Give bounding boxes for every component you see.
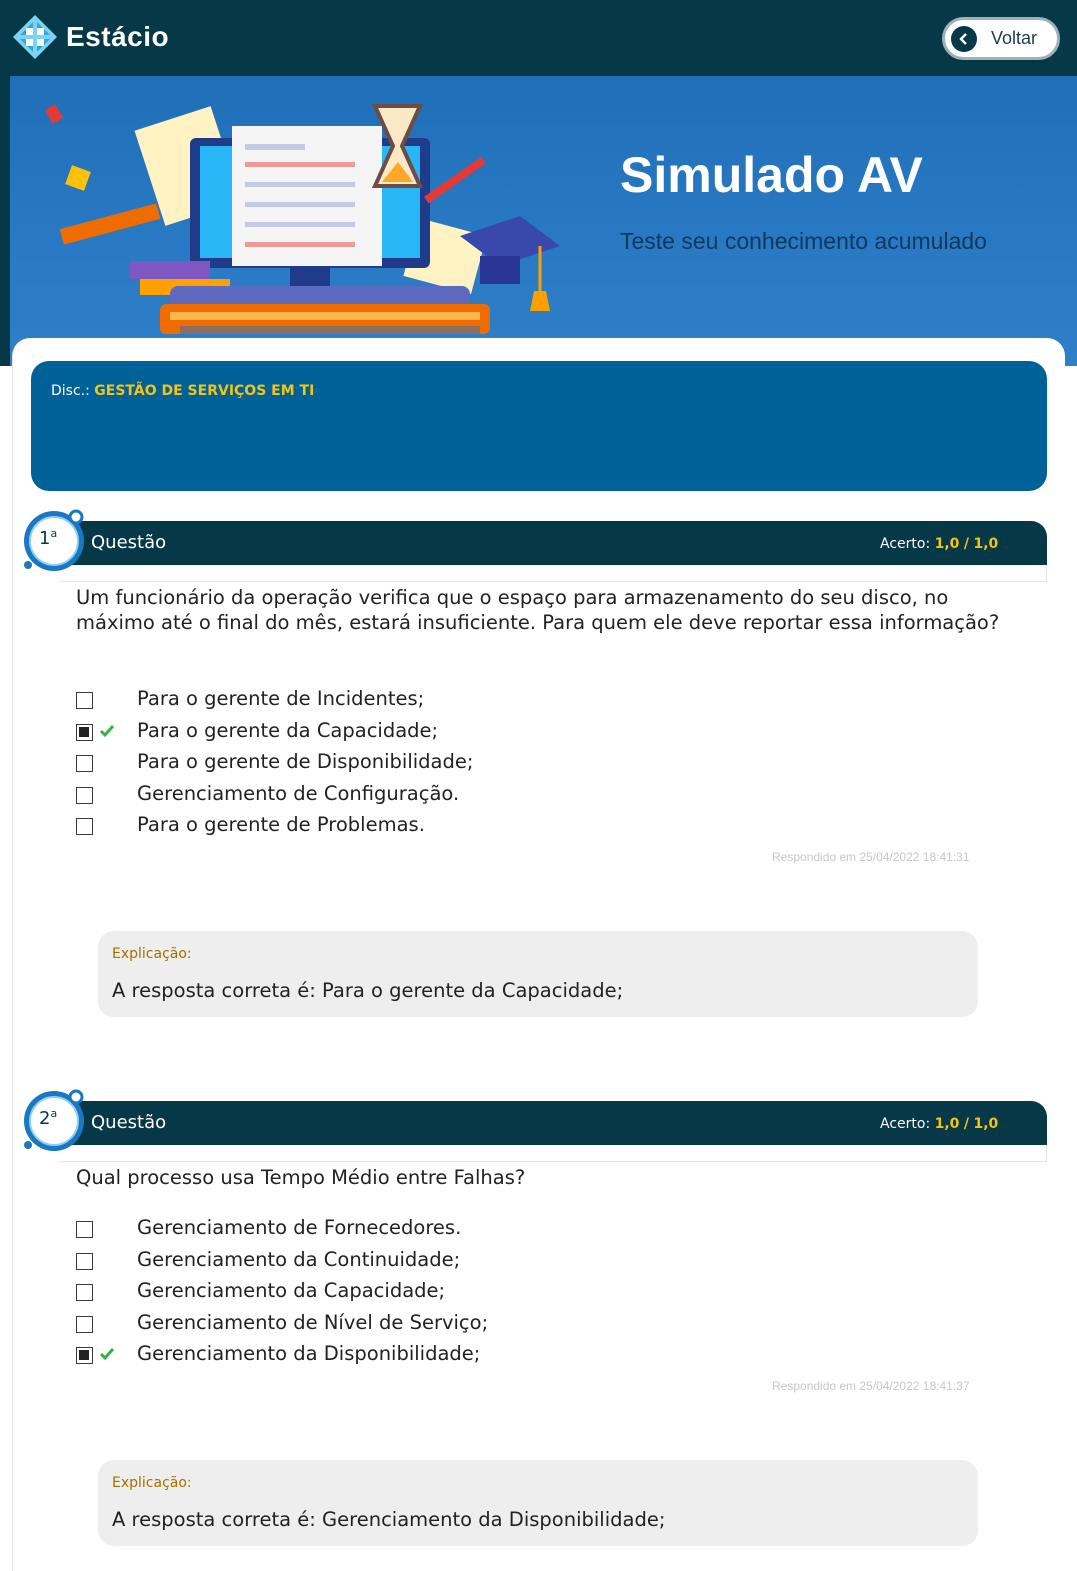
option-label: Para o gerente de Incidentes; bbox=[137, 687, 425, 710]
option-checkbox[interactable] bbox=[76, 787, 93, 804]
option-label: Para o gerente de Disponibilidade; bbox=[137, 750, 474, 773]
score-separator: / bbox=[963, 1116, 970, 1132]
score-label: Acerto: bbox=[880, 1116, 931, 1132]
study-illustration bbox=[20, 86, 600, 346]
option-label: Gerenciamento de Nível de Serviço; bbox=[137, 1311, 489, 1334]
option-checkbox-checked[interactable] bbox=[76, 724, 93, 741]
answer-option[interactable] bbox=[76, 1215, 462, 1243]
correct-check-icon bbox=[100, 1347, 114, 1361]
question-header-rule bbox=[60, 565, 1047, 582]
question-text: Um funcionário da operação verifica que o espaço para armazenamento do seu disco, no máximo até o final do mês, estará insuficiente. Para quem ele deve reportar essa informação? bbox=[76, 586, 1000, 634]
score-max: 1,0 bbox=[973, 1116, 999, 1132]
answer-option[interactable] bbox=[76, 812, 425, 840]
question-header bbox=[60, 521, 1047, 565]
score-label: Acerto: bbox=[880, 536, 931, 552]
question-header bbox=[60, 1101, 1047, 1145]
answer-option[interactable] bbox=[76, 749, 474, 777]
explanation-text: A resposta correta é: Gerenciamento da Disponibilidade; bbox=[112, 1508, 666, 1531]
top-bar bbox=[0, 0, 1077, 76]
option-label: Para o gerente da Capacidade; bbox=[137, 719, 439, 742]
question-text: Qual processo usa Tempo Médio entre Falhas? bbox=[76, 1166, 526, 1189]
estacio-logo-icon bbox=[12, 14, 58, 60]
option-label: Gerenciamento da Disponibilidade; bbox=[137, 1342, 481, 1365]
answer-option[interactable] bbox=[76, 1247, 461, 1275]
option-label: Para o gerente de Problemas. bbox=[137, 813, 425, 836]
question-score bbox=[880, 1116, 998, 1132]
discipline-label: Disc.: bbox=[51, 383, 90, 399]
answer-option[interactable] bbox=[76, 781, 460, 809]
question-ordinal: a bbox=[50, 527, 58, 540]
discipline-line bbox=[51, 383, 314, 399]
score-value: 1,0 bbox=[934, 1116, 960, 1132]
option-label: Gerenciamento da Capacidade; bbox=[137, 1279, 446, 1302]
score-separator: / bbox=[963, 536, 970, 552]
question-header-rule bbox=[60, 1145, 1047, 1162]
banner-title: Simulado AV bbox=[620, 147, 923, 203]
chevron-left-icon bbox=[951, 26, 977, 52]
option-checkbox[interactable] bbox=[76, 1253, 93, 1270]
explanation-title: Explicação: bbox=[112, 946, 192, 962]
option-checkbox[interactable] bbox=[76, 1316, 93, 1333]
brand-name: Estácio bbox=[66, 21, 170, 52]
explanation-box bbox=[98, 1460, 978, 1546]
option-label: Gerenciamento da Continuidade; bbox=[137, 1248, 461, 1271]
explanation-title: Explicação: bbox=[112, 1475, 192, 1491]
question-number bbox=[39, 527, 69, 549]
score-max: 1,0 bbox=[973, 536, 999, 552]
answer-option[interactable] bbox=[76, 1341, 481, 1369]
option-checkbox-checked[interactable] bbox=[76, 1347, 93, 1364]
banner-subtitle: Teste seu conhecimento acumulado bbox=[620, 228, 987, 254]
question-number-value: 1 bbox=[39, 528, 51, 549]
hero-banner bbox=[0, 76, 1077, 366]
answer-option[interactable] bbox=[76, 718, 439, 746]
question-title: Questão bbox=[91, 532, 167, 553]
answered-timestamp: Respondido em 25/04/2022 18:41:37 bbox=[772, 1379, 970, 1393]
answered-timestamp: Respondido em 25/04/2022 18:41:31 bbox=[772, 850, 970, 864]
back-button[interactable] bbox=[942, 17, 1060, 60]
option-label: Gerenciamento de Fornecedores. bbox=[137, 1216, 462, 1239]
question-score bbox=[880, 536, 998, 552]
question-ordinal: a bbox=[50, 1107, 58, 1120]
question-number bbox=[39, 1107, 69, 1129]
question-number-badge bbox=[18, 1085, 90, 1157]
score-value: 1,0 bbox=[934, 536, 960, 552]
explanation-box bbox=[98, 931, 978, 1017]
question-title: Questão bbox=[91, 1112, 167, 1133]
correct-check-icon bbox=[100, 724, 114, 738]
explanation-text: A resposta correta é: Para o gerente da Capacidade; bbox=[112, 979, 624, 1002]
question-number-badge bbox=[18, 505, 90, 577]
option-checkbox[interactable] bbox=[76, 755, 93, 772]
estacio-logo[interactable] bbox=[12, 14, 169, 60]
option-checkbox[interactable] bbox=[76, 1284, 93, 1301]
answer-option[interactable] bbox=[76, 1278, 446, 1306]
option-checkbox[interactable] bbox=[76, 692, 93, 709]
banner-edge bbox=[0, 76, 10, 366]
answer-option[interactable] bbox=[76, 686, 425, 714]
option-checkbox[interactable] bbox=[76, 818, 93, 835]
discipline-name: GESTÃO DE SERVIÇOS EM TI bbox=[94, 383, 315, 399]
discipline-box bbox=[31, 361, 1047, 491]
question-number-value: 2 bbox=[39, 1108, 51, 1129]
answer-option[interactable] bbox=[76, 1310, 489, 1338]
back-button-label: Voltar bbox=[991, 28, 1038, 48]
option-label: Gerenciamento de Configuração. bbox=[137, 782, 460, 805]
option-checkbox[interactable] bbox=[76, 1221, 93, 1238]
